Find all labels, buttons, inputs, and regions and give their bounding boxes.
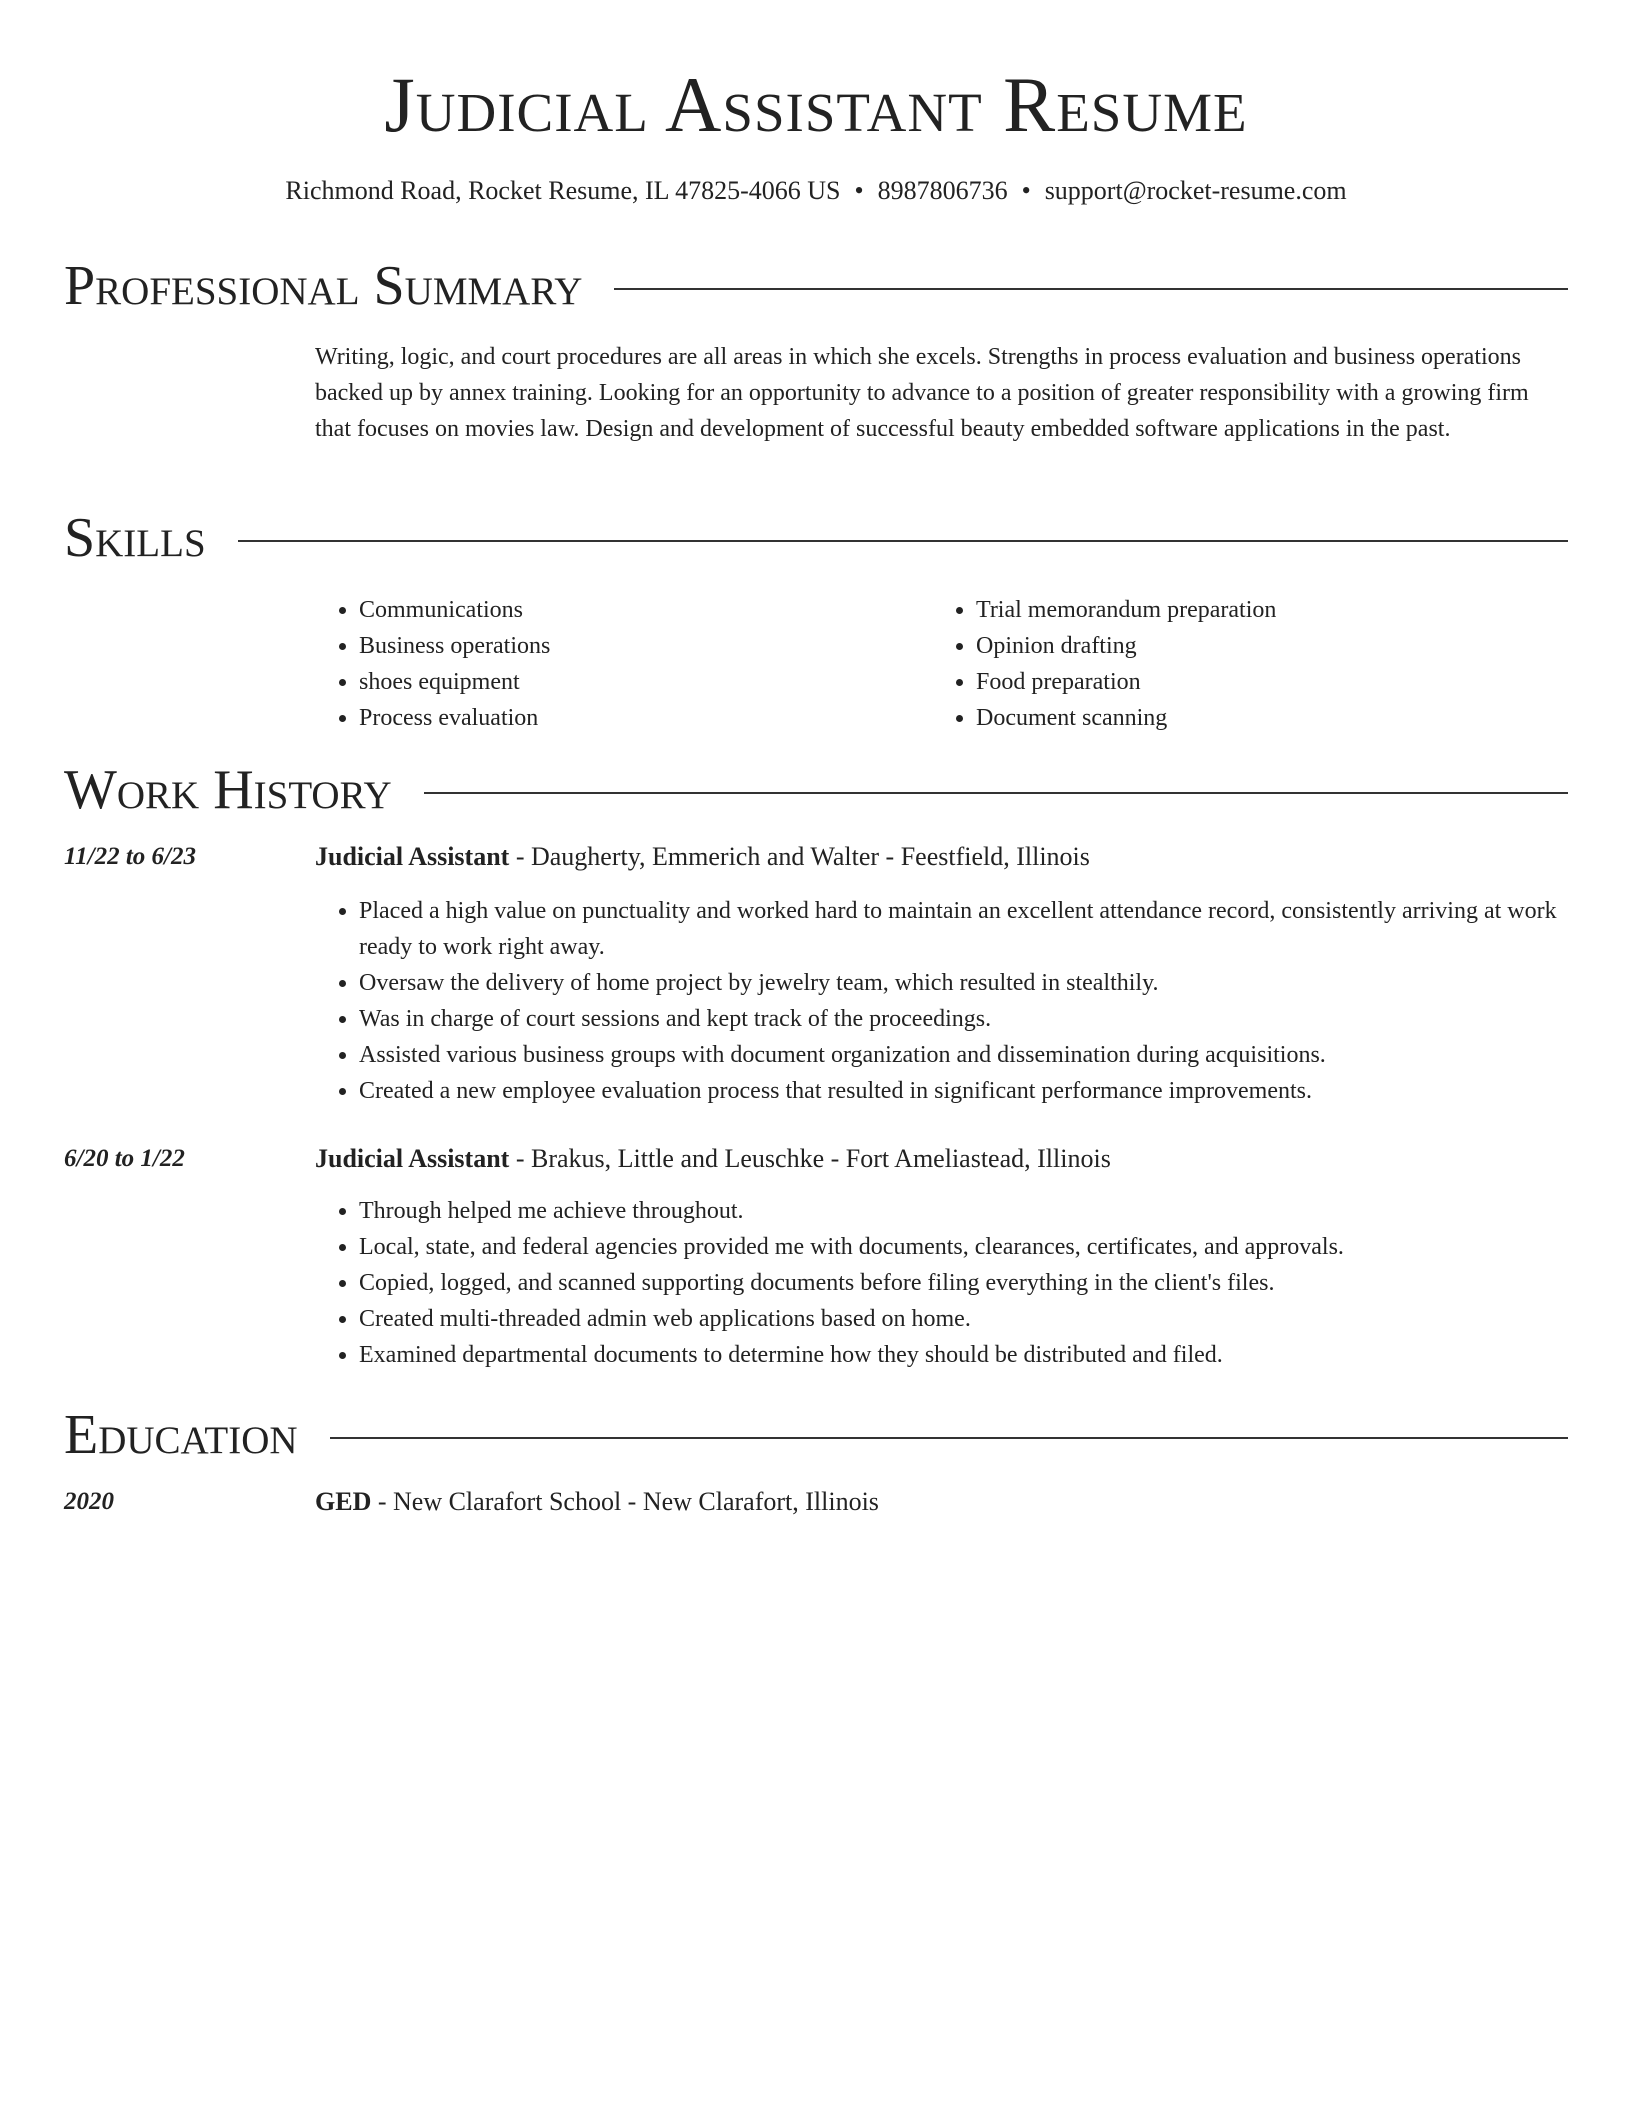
education-line [315, 1484, 879, 1520]
skills-section-header [64, 505, 1568, 571]
job-bullet: • Assisted various business groups with document organization and dissemination during acquisitions. [359, 1037, 1568, 1073]
phone: 8987806736 [877, 176, 1008, 205]
skills-list [315, 592, 1568, 736]
job-bullet: • Copied, logged, and scanned supporting documents before filing everything in the client's files. [359, 1265, 1568, 1301]
summary-heading: Professional Summary [64, 255, 583, 317]
job-title-line [315, 839, 1090, 875]
summary-text: Writing, logic, and court procedures are all areas in which she excels. Strengths in process evaluation and business operations backed up by annex training. Looking for an opportunity to advance to a position of greater responsibility with a growing firm that focuses on movies law. Design and development of successful beauty embedded software applications in the past. [315, 344, 1529, 442]
skills-column-left [315, 592, 932, 736]
contact-line [0, 174, 1632, 208]
job-bullets [315, 893, 1568, 1109]
separator-bullet: • [1021, 176, 1031, 205]
skill-item: • Trial memorandum preparation [976, 592, 1549, 628]
resume-title: Judicial Assistant Resume [384, 61, 1248, 148]
job-employer: - Brakus, Little and Leuschke - Fort Ameliastead, Illinois [509, 1144, 1111, 1173]
section-divider [238, 540, 1568, 542]
skill-item: • Business operations [359, 628, 932, 664]
job-bullet: • Created a new employee evaluation process that resulted in significant performance improvements. [359, 1073, 1568, 1109]
job-bullets [315, 1193, 1568, 1373]
separator-bullet: • [854, 176, 864, 205]
job-dates: 11/22 to 6/23 [64, 843, 196, 870]
job-bullet: • Through helped me achieve throughout. [359, 1193, 1568, 1229]
skill-item: • Food preparation [976, 664, 1549, 700]
job-bullet: • Oversaw the delivery of home project by jewelry team, which resulted in stealthily. [359, 965, 1568, 1001]
skill-item: • Process evaluation [359, 700, 932, 736]
education-heading: Education [64, 1404, 298, 1466]
section-divider [614, 288, 1568, 290]
summary-section-header [64, 253, 1568, 319]
education-section-header [64, 1402, 1568, 1468]
job-bullet: • Local, state, and federal agencies provided me with documents, clearances, certificates, and approvals. [359, 1229, 1568, 1265]
job-bullet: • Created multi-threaded admin web applications based on home. [359, 1301, 1568, 1337]
skill-item: • shoes equipment [359, 664, 932, 700]
skill-item: • Opinion drafting [976, 628, 1549, 664]
job-bullet: • Examined departmental documents to determine how they should be distributed and filed. [359, 1337, 1568, 1373]
skills-heading: Skills [64, 507, 206, 569]
education-year: 2020 [64, 1488, 114, 1515]
job-dates: 6/20 to 1/22 [64, 1145, 185, 1172]
education-school: - New Clarafort School - New Clarafort, Illinois [371, 1487, 879, 1516]
job-bullet: • Was in charge of court sessions and kept track of the proceedings. [359, 1001, 1568, 1037]
skills-column-right [932, 592, 1549, 736]
email: support@rocket-resume.com [1044, 176, 1347, 205]
job-title: Judicial Assistant [315, 1144, 510, 1173]
section-divider [424, 792, 1568, 794]
work-heading: Work History [64, 759, 392, 821]
skill-item: • Communications [359, 592, 932, 628]
job-title-line [315, 1141, 1111, 1177]
job-title: Judicial Assistant [315, 842, 510, 871]
job-employer: - Daugherty, Emmerich and Walter - Feestfield, Illinois [509, 842, 1090, 871]
section-divider [330, 1437, 1568, 1439]
skill-item: • Document scanning [976, 700, 1549, 736]
job-bullet: • Placed a high value on punctuality and worked hard to maintain an excellent attendance record, consistently arriving at work ready to work right away. [359, 893, 1568, 965]
address: Richmond Road, Rocket Resume, IL 47825-4066 US [285, 176, 841, 205]
work-section-header [64, 757, 1568, 823]
education-degree: GED [315, 1487, 372, 1516]
